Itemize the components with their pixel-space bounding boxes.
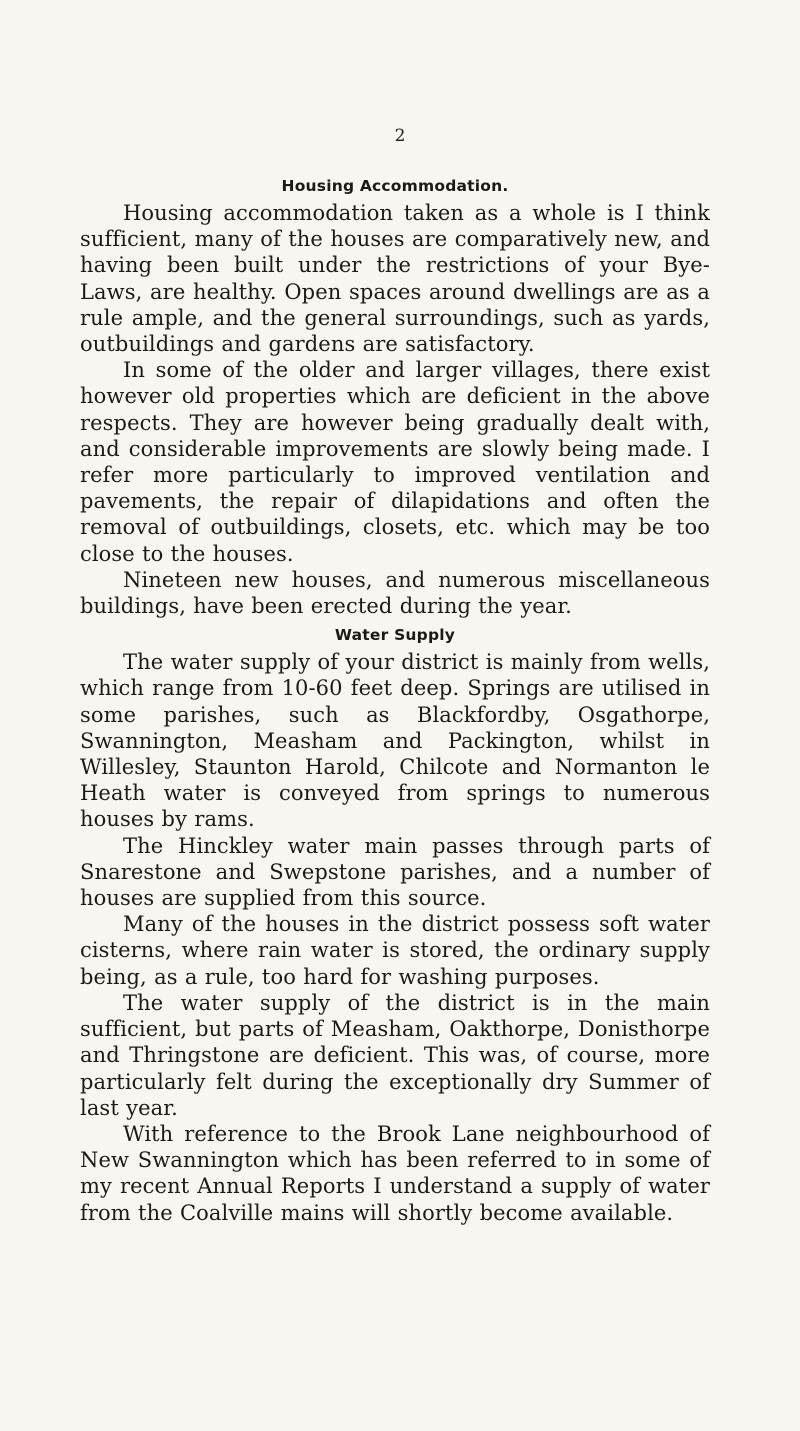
water-paragraph-5: With reference to the Brook Lane neighbourhood of New Swannington which has been referred to in some of my recent Annual Reports I understand a supply of water from the Coalville mains will shortly become available. [80, 1121, 710, 1225]
housing-heading: Housing Accommodation. [281, 177, 509, 195]
document-body [80, 172, 710, 1226]
housing-paragraph-1: Housing accommodation taken as a whole is I think sufficient, many of the houses are comparatively new, and having been built under the restrictions of your Bye-Laws, are healthy. Open spaces around dwellings are as a rule ample, and the general surroundings, such as yards, outbuildings and gardens are satisfactory. [80, 201, 710, 357]
page-number: 2 [394, 126, 406, 146]
water-paragraph-3: Many of the houses in the district possess soft water cisterns, where rain water is stored, the ordinary supply being, as a rule, too hard for washing purposes. [80, 912, 710, 989]
water-paragraph-4: The water supply of the district is in the main sufficient, but parts of Measham, Oakthorpe, Donisthorpe and Thringstone are deficient. This was, of course, more particularly felt during the exceptionally dry Summer of last year. [80, 990, 710, 1120]
housing-paragraph-2: In some of the older and larger villages, there exist however old properties which are deficient in the above respects. They are however being gradually dealt with, and considerable improvements are slowly being made. I refer more particularly to improved ventilation and pavements, the repair of dilapidations and often the removal of outbuildings, closets, etc. which may be too close to the houses. [80, 358, 710, 566]
housing-paragraph-3: Nineteen new houses, and numerous miscellaneous buildings, have been erected during the year. [80, 567, 710, 619]
water-paragraph-2: The Hinckley water main passes through parts of Snarestone and Swepstone parishes, and a number of houses are supplied from this source. [80, 833, 710, 911]
water-supply-heading: Water Supply [334, 626, 456, 645]
water-paragraph-1: The water supply of your district is mainly from wells, which range from 10-60 feet deep. Springs are utilised in some parishes, such as Blackfordby, Osgathorpe, Swannington, Measham and Packington, whilst in Willesley, Staunton Harold, Chilcote and Normanton le Heath water is conveyed from springs to numerous houses by rams. [80, 650, 710, 832]
